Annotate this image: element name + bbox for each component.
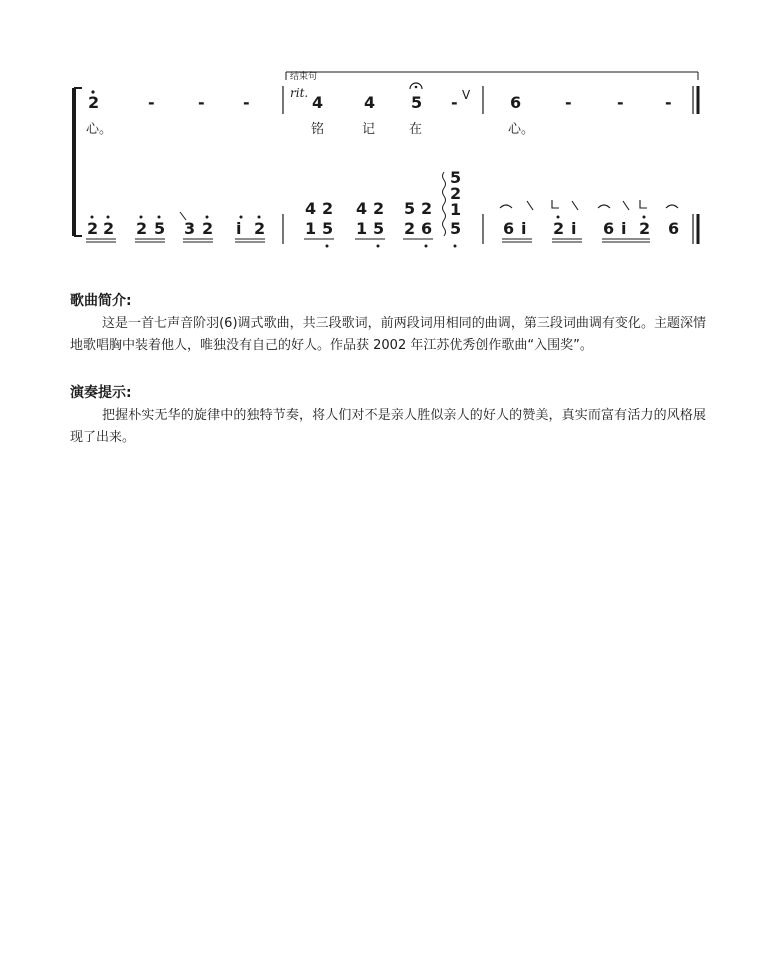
note: 6	[510, 93, 522, 112]
lyric: 心。	[86, 122, 113, 137]
note: 3	[184, 219, 196, 238]
upper-measure-2	[312, 83, 471, 112]
lower-measure-2	[304, 199, 433, 248]
lyric: 铭	[311, 122, 325, 137]
note: 4	[305, 199, 317, 218]
phrase-bracket	[286, 72, 698, 80]
intro-heading: 歌曲简介:	[70, 293, 132, 309]
lower-measure-3	[500, 200, 679, 242]
note: 2	[421, 199, 433, 218]
note: 2	[373, 199, 385, 218]
note: 5	[411, 93, 423, 112]
tempo-mark: rit.	[290, 86, 309, 100]
note: 5	[450, 219, 462, 238]
note: 4	[312, 93, 324, 112]
dash: -	[665, 93, 672, 112]
note: 5	[373, 219, 385, 238]
note: 1	[305, 219, 317, 238]
note: 5	[450, 168, 462, 187]
note: 1	[450, 200, 462, 219]
note: 2	[202, 219, 214, 238]
upper-measure-3	[510, 93, 672, 112]
note: 6	[603, 219, 615, 238]
note: 1	[356, 219, 368, 238]
note: 6	[421, 219, 433, 238]
lyric: 心。	[508, 122, 535, 137]
note: i	[571, 219, 577, 238]
note: 4	[364, 93, 376, 112]
note: 2	[450, 184, 462, 203]
note: 2	[639, 219, 651, 238]
note: 2	[87, 219, 99, 238]
note: 2	[322, 199, 334, 218]
note: 2	[254, 219, 266, 238]
music-score	[0, 0, 772, 290]
lower-measure-1	[86, 212, 265, 242]
note: i	[521, 219, 527, 238]
lyrics-line	[86, 122, 534, 137]
dash: -	[451, 93, 458, 112]
tips-heading: 演奏提示:	[70, 385, 132, 401]
lyric: 记	[362, 122, 376, 137]
note: i	[621, 219, 627, 238]
dash: -	[617, 93, 624, 112]
note: 2	[404, 219, 416, 238]
upper-measure-1	[88, 90, 250, 112]
dash: -	[565, 93, 572, 112]
note: 4	[356, 199, 368, 218]
note: 5	[404, 199, 416, 218]
system-bracket	[74, 88, 82, 236]
phrase-label: 结束句	[290, 72, 318, 82]
dash: -	[198, 93, 205, 112]
note: 5	[154, 219, 166, 238]
note: 2	[103, 219, 115, 238]
note: 6	[668, 219, 680, 238]
tips-text: 把握朴实无华的旋律中的独特节奏，将人们对不是亲人胜似亲人的好人的赞美，真实而富有活力的风格展现了出来。	[70, 408, 706, 445]
note: i	[236, 219, 242, 238]
breath-mark: V	[462, 88, 471, 102]
ornament-marks	[500, 200, 678, 210]
intro-text: 这是一首七声音阶羽(6)调式歌曲，共三段歌词，前两段词用相同的曲调，第三段词曲调有变化。主题深情地歌唱胸中装着他人，唯独没有自己的好人。作品获 2002 年江苏优秀创作歌曲“入围奖”。	[70, 316, 706, 353]
lyric: 在	[409, 122, 423, 137]
note: 2	[136, 219, 148, 238]
dash: -	[148, 93, 155, 112]
note: 2	[88, 93, 100, 112]
note: 6	[503, 219, 515, 238]
arpeggio-chord	[443, 168, 462, 248]
dash: -	[243, 93, 250, 112]
note: 2	[553, 219, 565, 238]
note: 5	[322, 219, 334, 238]
